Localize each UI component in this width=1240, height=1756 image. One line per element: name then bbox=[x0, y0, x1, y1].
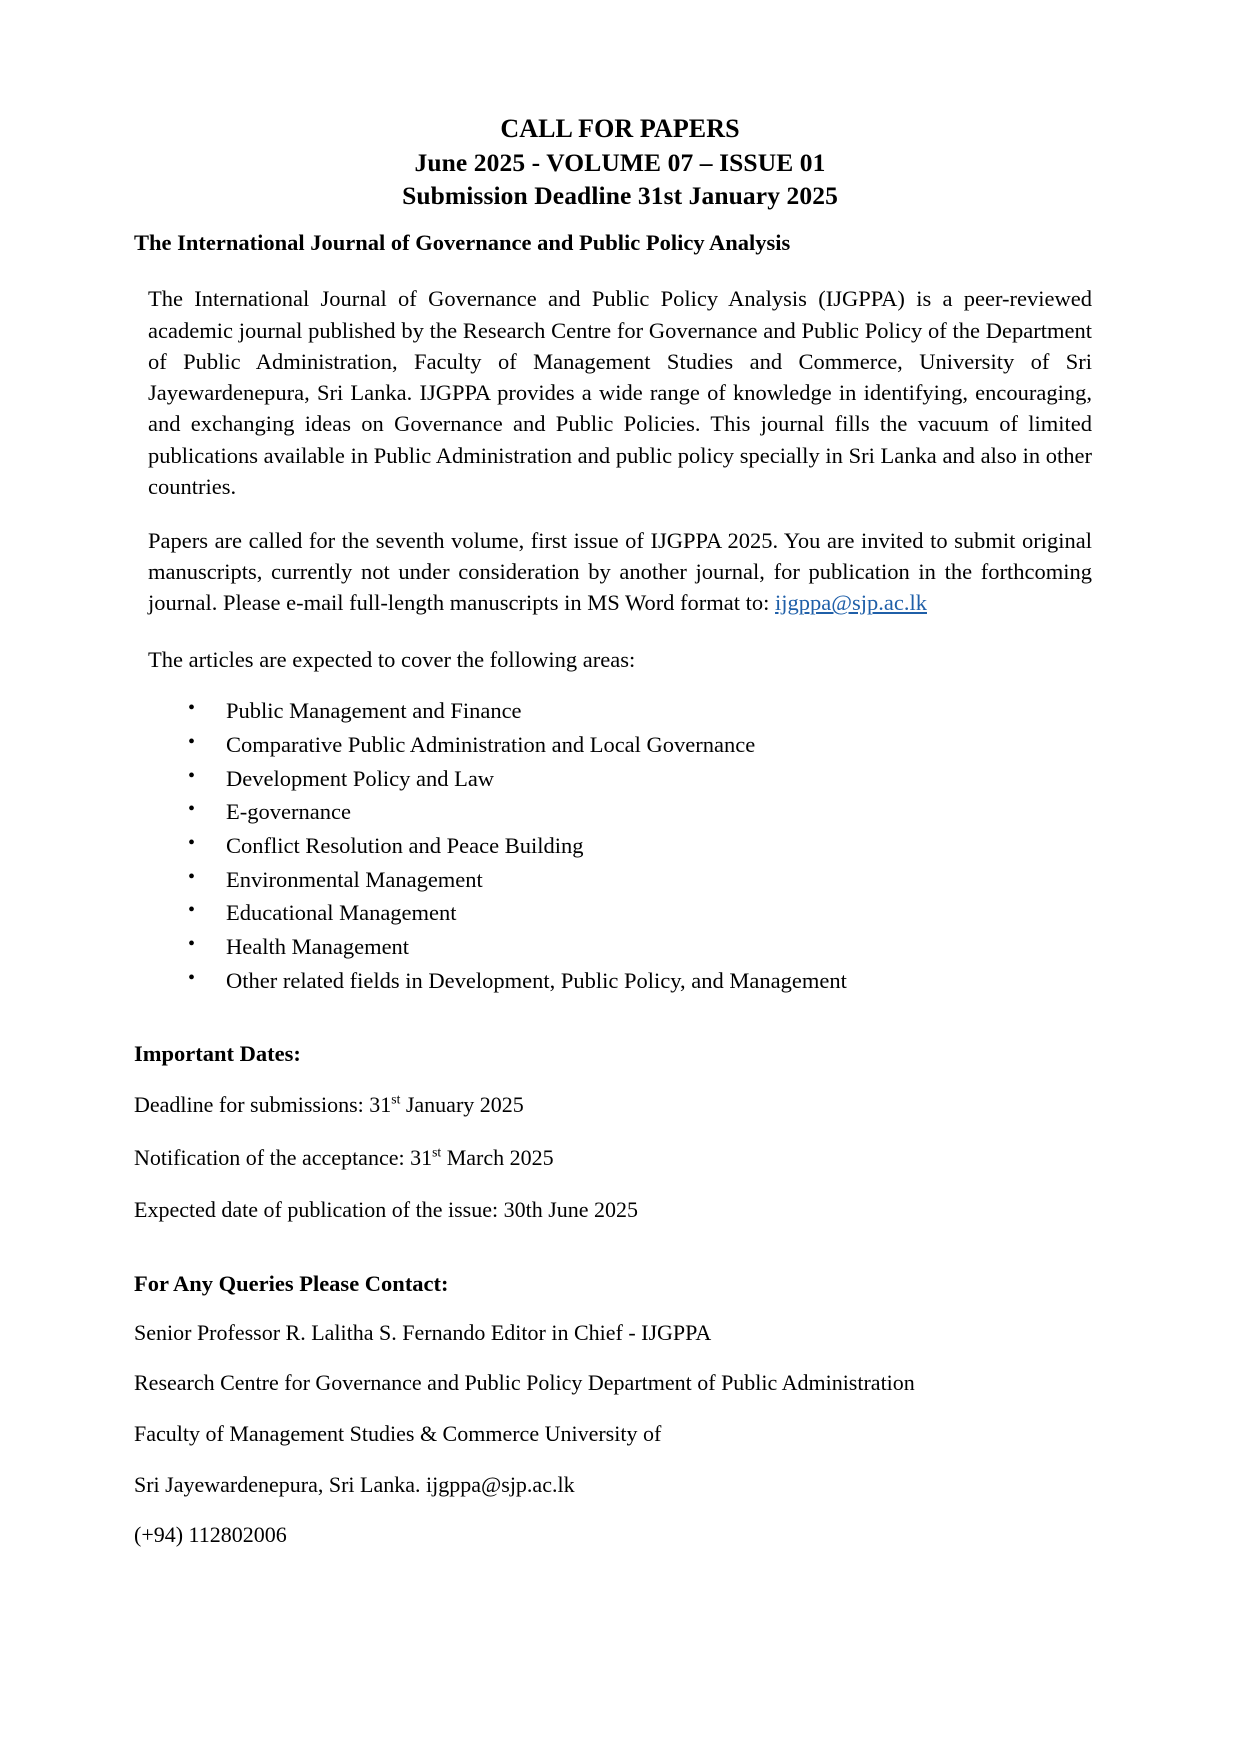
submission-email-link[interactable]: ijgppa@sjp.ac.lk bbox=[775, 590, 927, 616]
list-item-label: Other related fields in Development, Public Policy, and Management bbox=[226, 967, 847, 993]
date-label: Deadline for submissions: 31 bbox=[134, 1091, 392, 1117]
list-item bbox=[148, 934, 1092, 959]
important-date-row bbox=[134, 1196, 1092, 1225]
date-value: March 2025 bbox=[441, 1144, 554, 1170]
bullet-icon: • bbox=[188, 730, 196, 753]
date-label: Expected date of publication of the issue: 30th June 2025 bbox=[134, 1197, 639, 1223]
list-item-label: Public Management and Finance bbox=[226, 698, 522, 724]
bullet-icon: • bbox=[188, 832, 196, 854]
list-item-label: E-governance bbox=[226, 799, 351, 825]
contact-line: (+94) 112802006 bbox=[134, 1522, 287, 1548]
document-title-block bbox=[148, 112, 1092, 212]
list-item-label: Conflict Resolution and Peace Building bbox=[226, 833, 584, 858]
list-item-label: Development Policy and Law bbox=[226, 765, 495, 791]
important-date-row bbox=[134, 1091, 1092, 1120]
contact-line: Sri Jayewardenepura, Sri Lanka. ijgppa@sjp.ac.lk bbox=[134, 1471, 575, 1497]
bullet-icon: • bbox=[188, 966, 196, 989]
date-label: Notification of the acceptance: 31 bbox=[134, 1144, 433, 1170]
list-item-label: Environmental Management bbox=[226, 866, 483, 892]
list-item bbox=[148, 968, 1092, 993]
list-item bbox=[148, 833, 1092, 858]
list-item-label: Educational Management bbox=[226, 900, 457, 926]
list-item bbox=[148, 867, 1092, 892]
title-line-submission-deadline: Submission Deadline 31st January 2025 bbox=[402, 180, 838, 210]
bullet-icon: • bbox=[188, 697, 196, 720]
paragraph-areas-intro: The articles are expected to cover the following areas: bbox=[148, 647, 636, 673]
list-item bbox=[148, 900, 1092, 925]
list-item bbox=[148, 799, 1092, 824]
bullet-icon: • bbox=[188, 933, 196, 956]
date-ordinal-suffix: st bbox=[391, 1091, 401, 1107]
contact-line: Senior Professor R. Lalitha S. Fernando Editor in Chief - IJGPPA bbox=[134, 1319, 712, 1345]
list-item bbox=[148, 766, 1092, 791]
contact-line: Research Centre for Governance and Public Policy Department of Public Administration bbox=[134, 1370, 915, 1396]
bullet-icon: • bbox=[188, 899, 196, 922]
contact-line: Faculty of Management Studies & Commerce University of bbox=[134, 1420, 662, 1446]
list-item-label: Comparative Public Administration and Local Governance bbox=[226, 731, 756, 757]
contact-heading: For Any Queries Please Contact: bbox=[134, 1270, 449, 1296]
list-item bbox=[148, 732, 1092, 757]
important-date-row bbox=[134, 1144, 1092, 1173]
areas-list bbox=[148, 698, 1092, 993]
date-ordinal-suffix: st bbox=[432, 1144, 442, 1160]
title-line-volume-issue: June 2025 - VOLUME 07 – ISSUE 01 bbox=[414, 147, 826, 177]
paragraph-about-journal: The International Journal of Governance and Public Policy Analysis (IJGPPA) is a peer-reviewed academic journal published by the Research Centre for Governance and Public Policy of the Department of Public Administration, Faculty of Management Studies and Commerce, University of Sri Jayewardenepura, Sri Lanka. IJGPPA provides a wide range of knowledge in identifying, encouraging, and exchanging ideas on Governance and Public Policies. This journal fills the vacuum of limited publications available in Public Administration and public policy specially in Sri Lanka and also in other countries. bbox=[148, 286, 1092, 499]
call-text: Papers are called for the seventh volume, first issue of IJGPPA 2025. You are invited to submit original manuscripts, currently not under consideration by another journal, for publication in the forthcoming journal. Please e-mail full-length manuscripts in MS Word format to: bbox=[148, 527, 1092, 616]
bullet-icon: • bbox=[188, 865, 196, 888]
important-dates-heading: Important Dates: bbox=[134, 1040, 301, 1066]
bullet-icon: • bbox=[188, 798, 196, 821]
list-item-label: Health Management bbox=[226, 934, 410, 960]
bullet-icon: • bbox=[188, 764, 196, 787]
journal-name-heading: The International Journal of Governance and Public Policy Analysis bbox=[134, 230, 791, 256]
list-item bbox=[148, 698, 1092, 723]
date-value: January 2025 bbox=[400, 1091, 524, 1117]
paragraph-call-for-papers bbox=[148, 525, 1092, 619]
title-line-call-for-papers: CALL FOR PAPERS bbox=[500, 114, 740, 143]
